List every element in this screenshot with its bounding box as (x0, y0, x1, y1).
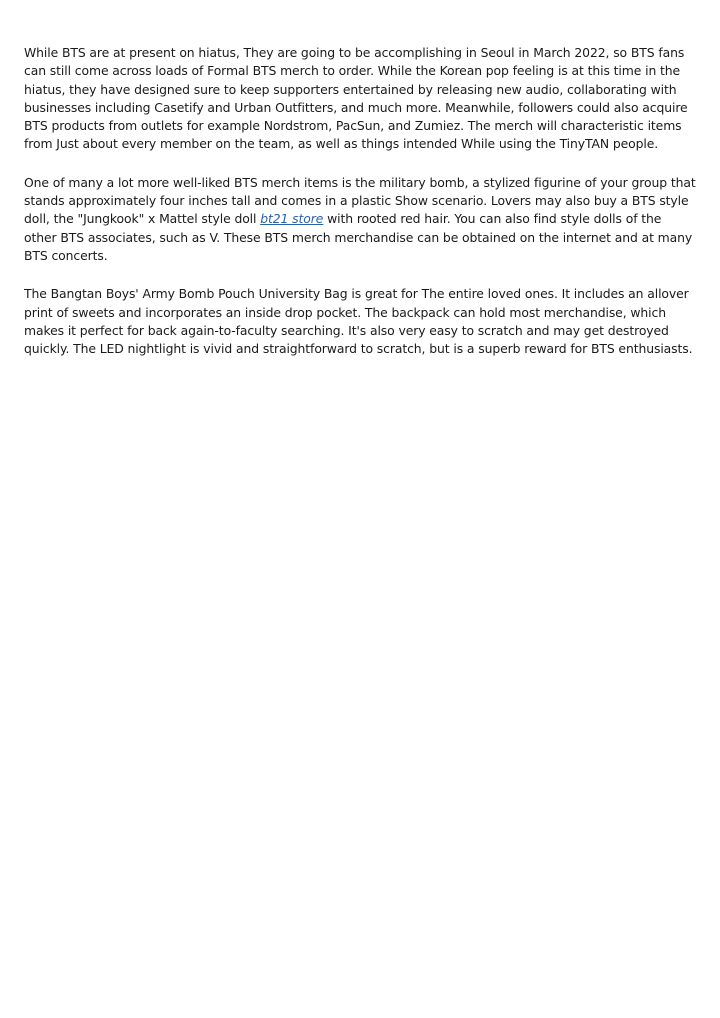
paragraph-2 (24, 174, 696, 265)
bt21-store-link[interactable]: bt21 store (260, 211, 324, 227)
article-body (24, 44, 696, 378)
paragraph-3: The Bangtan Boys' Army Bomb Pouch University Bag is great for The entire loved ones. It includes an allover print of sweets and incorporates an inside drop pocket. The backpack can hold most merchandise, which makes it perfect for back again-to-faculty searching. It's also very easy to scratch and may get destroyed quickly. The LED nightlight is vivid and straightforward to scratch, but is a superb reward for BTS enthusiasts. (24, 286, 693, 357)
paragraph-2-text-start: One of many a lot more well-liked BTS merch items is the military bomb, a stylized figurine of your group that stands approximately four inches tall and comes in a plastic Show scenario. Lovers may also buy a BTS style doll, the "Jungkook" x Mattel style doll (24, 174, 696, 227)
paragraph-2-text-end: with rooted red hair. You can also find style dolls of the other BTS associates, such as V. These BTS merch merchandise can be obtained on the internet and at many BTS concerts. (24, 211, 693, 263)
paragraph-1: While BTS are at present on hiatus, They are going to be accomplishing in Seoul in March 2022, so BTS fans can still come across loads of Formal BTS merch to order. While the Korean pop feeling is at this time in the hiatus, they have designed sure to keep supporters entertained by releasing new audio, collaborating with businesses including Casetify and Urban Outfitters, and much more. Meanwhile, followers could also acquire BTS products from outlets for example Nordstrom, PacSun, and Zumiez. The merch will characteristic items from Just about every member on the team, as well as things intended While using the TinyTAN people. (24, 45, 688, 152)
